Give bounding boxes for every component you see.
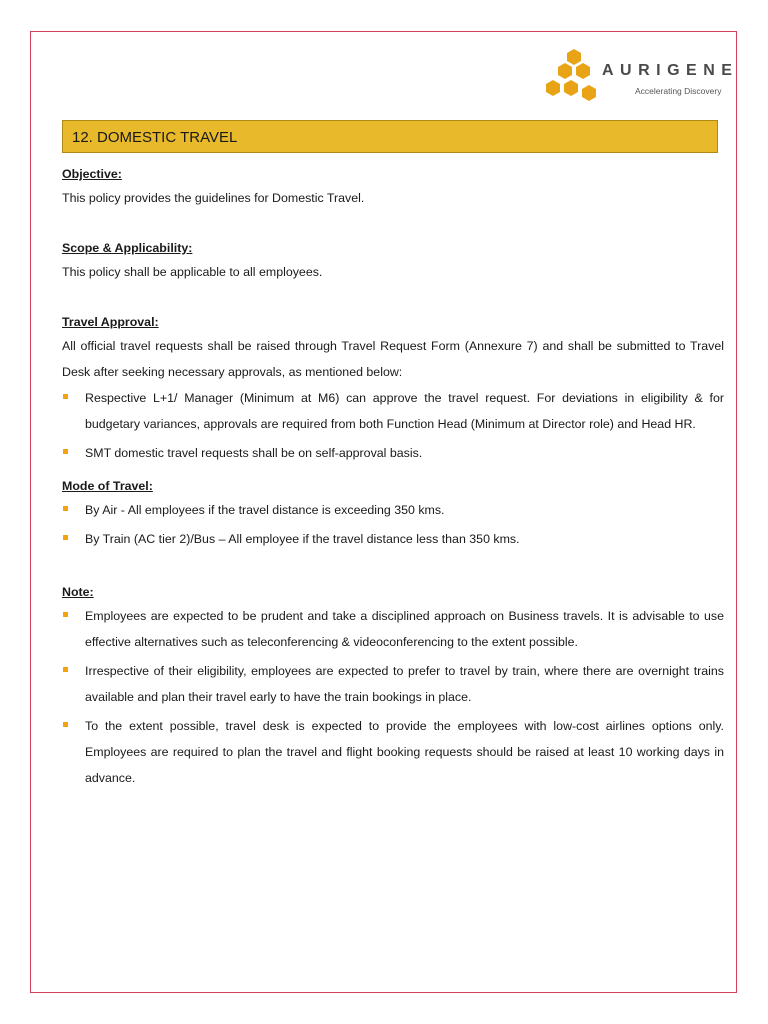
company-logo <box>543 48 739 104</box>
list-item: Employees are expected to be prudent and take a disciplined approach on Business travels. It is advisable to use effective alternatives such as teleconferencing & videoconferencing to the extent possible. <box>62 603 724 655</box>
bullet-icon <box>63 506 68 511</box>
bullet-icon <box>63 535 68 540</box>
travel-approval-heading: Travel Approval: <box>62 315 159 329</box>
list-item: Respective L+1/ Manager (Minimum at M6) can approve the travel request. For deviations in eligibility & for budgetary variances, approvals are required from both Function Head (Minimum at Director role) and Head HR. <box>62 385 724 437</box>
document-body <box>62 163 724 794</box>
mode-of-travel-heading: Mode of Travel: <box>62 479 153 493</box>
bullet-icon <box>63 394 68 399</box>
list-item: SMT domestic travel requests shall be on self-approval basis. <box>62 440 724 466</box>
logo-tagline: Accelerating Discovery <box>635 86 722 96</box>
list-item: By Train (AC tier 2)/Bus – All employee if the travel distance less than 350 kms. <box>62 526 724 552</box>
approval-list <box>62 385 724 466</box>
objective-text: This policy provides the guidelines for Domestic Travel. <box>62 191 365 205</box>
section-header-bar <box>62 120 718 153</box>
travel-approval-text: All official travel requests shall be raised through Travel Request Form (Annexure 7) and shall be submitted to Travel Desk after seeking necessary approvals, as mentioned below: <box>62 339 724 379</box>
mode-list <box>62 497 724 552</box>
scope-text: This policy shall be applicable to all employees. <box>62 265 323 279</box>
scope-heading: Scope & Applicability: <box>62 241 193 255</box>
bullet-icon <box>63 449 68 454</box>
note-heading: Note: <box>62 585 94 599</box>
objective-heading: Objective: <box>62 167 122 181</box>
section-title: 12. DOMESTIC TRAVEL <box>72 129 238 146</box>
list-item: By Air - All employees if the travel distance is exceeding 350 kms. <box>62 497 724 523</box>
bullet-icon <box>63 612 68 617</box>
list-item: To the extent possible, travel desk is expected to provide the employees with low-cost airlines options only. Employees are required to plan the travel and flight booking requests should be raised at least 10 working days in advance. <box>62 713 724 791</box>
hexagon-cluster-icon <box>543 48 601 104</box>
logo-wordmark: AURIGENE <box>602 62 739 79</box>
bullet-icon <box>63 722 68 727</box>
bullet-icon <box>63 667 68 672</box>
note-list <box>62 603 724 791</box>
list-item: Irrespective of their eligibility, employees are expected to prefer to travel by train, where there are overnight trains available and plan their travel early to have the train bookings in place. <box>62 658 724 710</box>
